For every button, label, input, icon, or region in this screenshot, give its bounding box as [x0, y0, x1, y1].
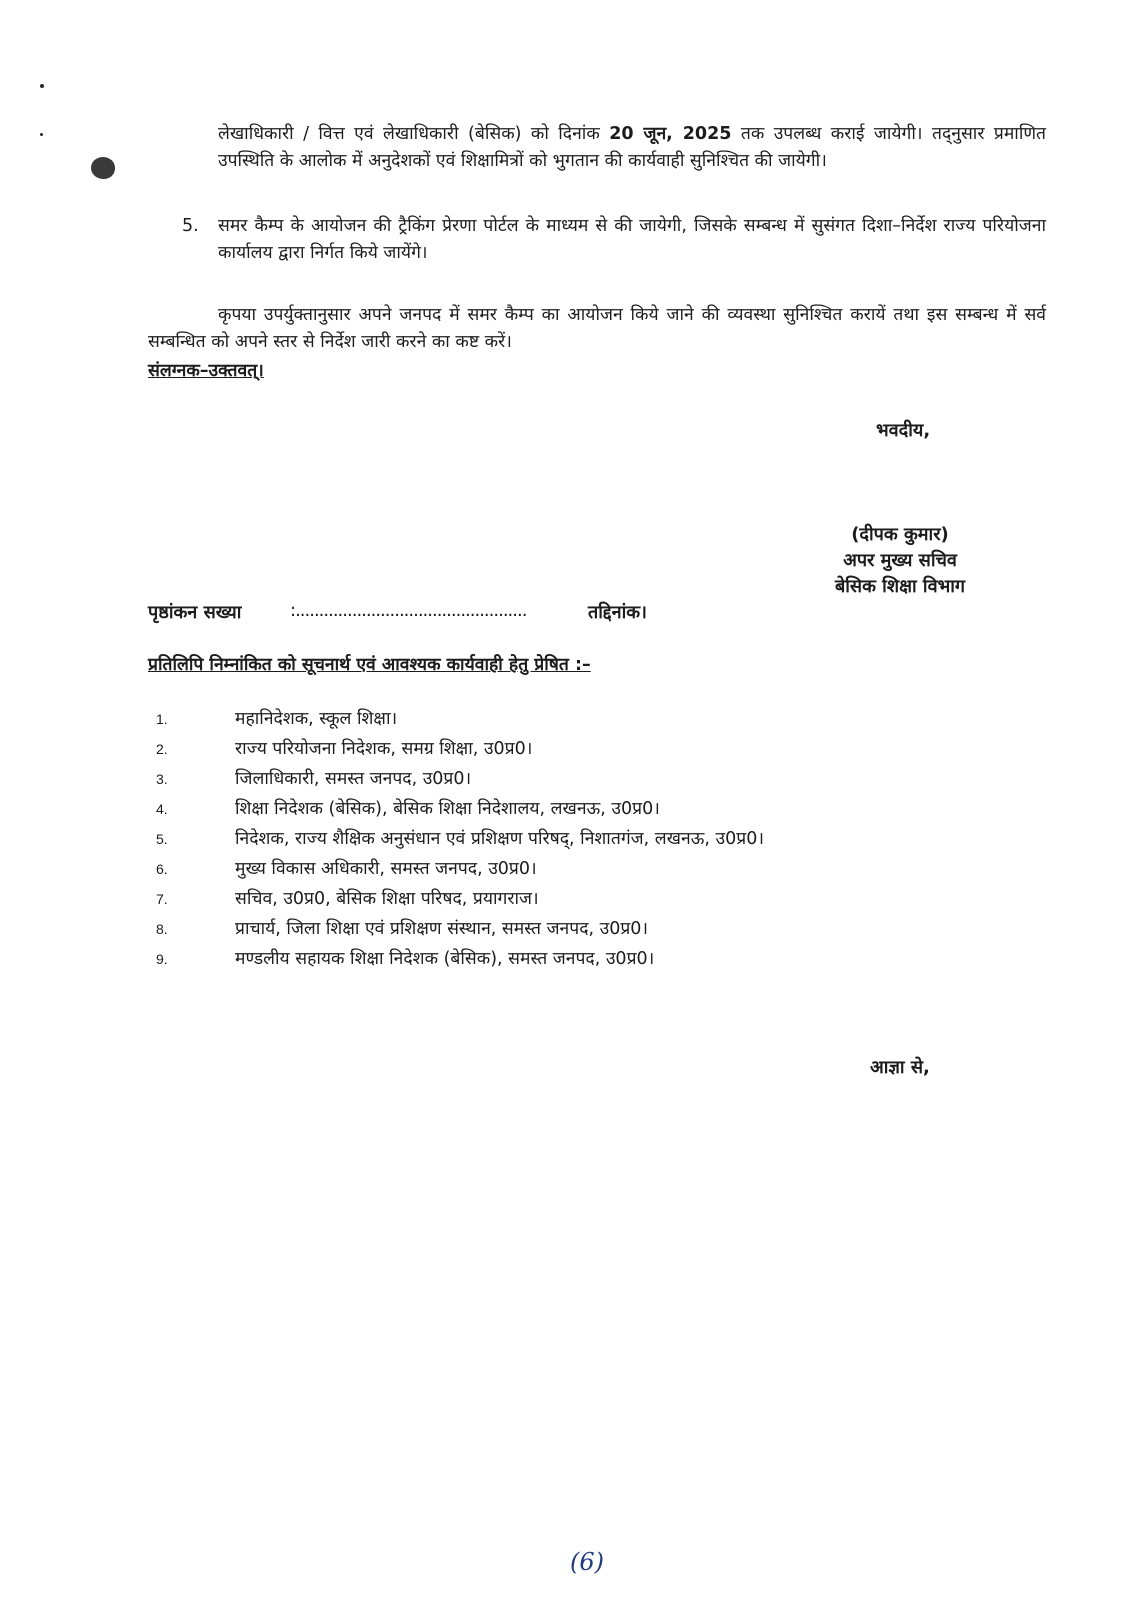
list-item-number: 8. — [156, 921, 168, 937]
scan-speck — [40, 84, 44, 88]
paragraph-text: लेखाधिकारी / वित्त एवं लेखाधिकारी (बेसिक) को दिनांक — [218, 124, 610, 144]
endorsement-number-blank: :................................................. — [290, 600, 527, 621]
list-item — [148, 824, 928, 854]
endorsement-number-label: पृष्ठांकन सख्या — [148, 602, 242, 623]
by-order-line: आज्ञा से, — [870, 1057, 930, 1078]
closing-salutation: भवदीय, — [876, 420, 931, 441]
list-item — [148, 854, 928, 884]
paragraph-tracking-portal: समर कैम्प के आयोजन की ट्रैकिंग प्रेरणा पोर्टल के माध्यम से की जायेगी, जिसके सम्बन्ध में सुसंगत दिशा–निर्देश राज्य परियोजना कार्यालय द्वारा निर्गत किये जायेंगे। — [218, 216, 1046, 263]
list-item-text: मुख्य विकास अधिकारी, समस्त जनपद, उ0प्र0। — [235, 859, 537, 879]
list-item-text: सचिव, उ0प्र0, बेसिक शिक्षा परिषद, प्रयागराज। — [235, 889, 539, 909]
scan-speck — [40, 133, 43, 136]
list-item — [148, 704, 928, 734]
list-item-text: राज्य परियोजना निदेशक, समग्र शिक्षा, उ0प्र0। — [235, 739, 533, 759]
list-item-number: 4. — [156, 801, 168, 817]
list-item-number: 9. — [156, 951, 168, 967]
signatory-department: बेसिक शिक्षा विभाग — [834, 576, 966, 597]
list-item-text: प्राचार्य, जिला शिक्षा एवं प्रशिक्षण संस्थान, समस्त जनपद, उ0प्र0। — [235, 919, 649, 939]
list-item-text: शिक्षा निदेशक (बेसिक), बेसिक शिक्षा निदेशालय, लखनऊ, उ0प्र0। — [235, 799, 660, 819]
signature-block — [800, 522, 1000, 600]
list-item — [148, 884, 928, 914]
list-item-number: 2. — [156, 741, 168, 757]
list-item — [148, 764, 928, 794]
recipient-list — [148, 704, 928, 974]
copy-to-heading: प्रतिलिपि निम्नांकित को सूचनार्थ एवं आवश्यक कार्यवाही हेतु प्रेषित :– — [148, 655, 591, 675]
list-item-text: जिलाधिकारी, समस्त जनपद, उ0प्र0। — [235, 769, 472, 789]
signatory-name: (दीपक कुमार) — [851, 524, 949, 545]
list-item — [148, 944, 928, 974]
deadline-date: 20 जून, 2025 — [609, 124, 732, 144]
list-item-number: 7. — [156, 891, 168, 907]
list-item-number: 3. — [156, 771, 168, 787]
list-item — [148, 734, 928, 764]
list-item-text: महानिदेशक, स्कूल शिक्षा। — [235, 709, 398, 729]
list-item-text: मण्डलीय सहायक शिक्षा निदेशक (बेसिक), समस्त जनपद, उ0प्र0। — [235, 949, 655, 969]
list-item-number: 6. — [156, 861, 168, 877]
punch-hole-mark — [91, 157, 115, 179]
endorsement-row — [148, 600, 708, 628]
paragraph-request: कृपया उपर्युक्तानुसार अपने जनपद में समर कैम्प का आयोजन किये जाने की व्यवस्था सुनिश्चित करायें तथा इस सम्बन्ध में सर्व सम्बन्धित को अपने स्तर से निर्देश जारी करने का कष्ट करें। — [148, 305, 1046, 352]
paragraph-text: तक उपलब्ध कराई जायेगी। तद्नुसार प्रमाणित उपस्थिति के आलोक में अनुदेशकों एवं शिक्षामित्रों को भुगतान की कार्यवाही सुनिश्चित की जायेगी। — [218, 124, 1046, 171]
list-item-number: 5. — [156, 831, 168, 847]
list-item-number: 1. — [156, 711, 168, 727]
signatory-designation: अपर मुख्य सचिव — [843, 550, 957, 571]
endorsement-date-label: तद्दिनांक। — [588, 602, 647, 623]
attachment-note: संलग्नक–उक्तवत्। — [148, 361, 264, 381]
list-item — [148, 794, 928, 824]
list-item-text: निदेशक, राज्य शैक्षिक अनुसंधान एवं प्रशिक्षण परिषद्, निशातगंज, लखनऊ, उ0प्र0। — [235, 829, 764, 849]
page-number: (6) — [570, 1548, 604, 1576]
paragraph-payment-timeline — [218, 121, 1046, 175]
list-item — [148, 914, 928, 944]
item-number: 5. — [182, 216, 199, 236]
